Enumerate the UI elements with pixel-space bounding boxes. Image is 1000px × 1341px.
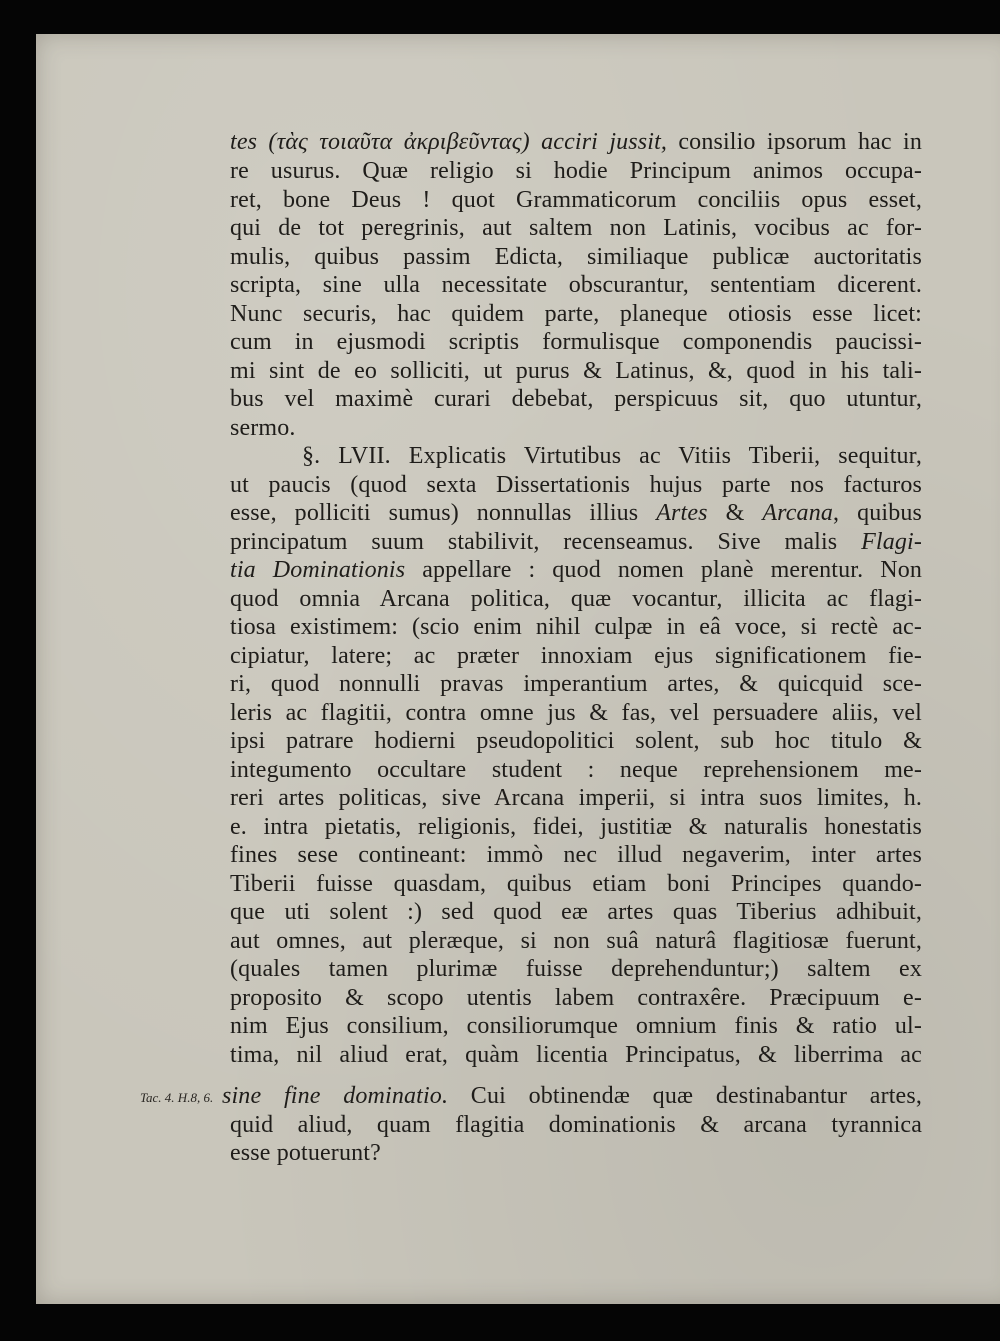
text-line: e. intra pietatis, religionis, fidei, justitiæ & naturalis honestatis bbox=[230, 814, 922, 840]
text-line: Nunc securis, hac quidem parte, planeque otiosis esse licet: bbox=[230, 301, 922, 327]
text-line: cipiatur, latere; ac præter innoxiam ejus significationem fie- bbox=[230, 643, 922, 669]
text-line: tiosa existimem: (scio enim nihil culpæ in eâ voce, si rectè ac- bbox=[230, 614, 922, 640]
text-line: leris ac flagitii, contra omne jus & fas, vel persuadere aliis, vel bbox=[230, 700, 922, 726]
text-line: (quales tamen plurimæ fuisse deprehenduntur;) saltem ex bbox=[230, 956, 922, 982]
text-line: integumento occultare student : neque reprehensionem me- bbox=[230, 757, 922, 783]
text-line: ut paucis (quod sexta Dissertationis hujus parte nos facturos bbox=[230, 472, 922, 498]
text-line: Tiberii fuisse quasdam, quibus etiam boni Principes quando- bbox=[230, 871, 922, 897]
text-line: ri, quod nonnulli pravas imperantium artes, & quicquid sce- bbox=[230, 671, 922, 697]
text-line: cum in ejusmodi scriptis formulisque componendis paucissi- bbox=[230, 329, 922, 355]
text-line: aut omnes, aut pleræque, si non suâ naturâ flagitiosæ fuerunt, bbox=[230, 928, 922, 954]
text-line: quod omnia Arcana politica, quæ vocantur, illicita ac flagi- bbox=[230, 586, 922, 612]
text-line: quid aliud, quam flagitia dominationis & arcana tyrannica bbox=[230, 1112, 922, 1138]
text-line: ipsi patrare hodierni pseudopolitici solent, sub hoc titulo & bbox=[230, 728, 922, 754]
text-line: bus vel maximè curari debebat, perspicuus sit, quo utuntur, bbox=[230, 386, 922, 412]
text-line: esse, polliciti sumus) nonnullas illius Artes & Arcana, quibus bbox=[230, 500, 923, 526]
text-line: fines sese contineant: immò nec illud negaverim, inter artes bbox=[230, 842, 922, 868]
text-line: scripta, sine ulla necessitate obscurantur, sententiam dicerent. bbox=[230, 272, 922, 298]
text-line: ret, bone Deus ! quot Grammaticorum conciliis opus esset, bbox=[230, 187, 922, 213]
text-line: nim Ejus consilium, consiliorumque omnium finis & ratio ul- bbox=[230, 1013, 922, 1039]
text-line: reri artes politicas, sive Arcana imperii, si intra suos limites, h. bbox=[230, 785, 922, 811]
text-line: principatum suum stabilivit, recenseamus. Sive malis Flagi- bbox=[230, 529, 922, 555]
section-heading-line: §. LVII. Explicatis Virtutibus ac Vitiis Tiberii, sequitur, bbox=[302, 443, 922, 469]
text-line: mulis, quibus passim Edicta, similiaque publicæ auctoritatis bbox=[230, 244, 922, 270]
margin-note: Tac. 4. H.8, 6. bbox=[140, 1090, 214, 1105]
text-line: tes (τὰς τοιαῦτα ἀκριβεῦντας) acciri jussit, consilio ipsorum hac in bbox=[230, 129, 922, 155]
text-line: que uti solent :) sed quod eæ artes quas Tiberius adhibuit, bbox=[230, 899, 922, 925]
text-line: re usurus. Quæ religio si hodie Principum animos occupa- bbox=[230, 158, 922, 184]
text-line: tia Dominationis appellare : quod nomen planè merentur. Non bbox=[230, 557, 923, 583]
text-line: esse potuerunt? bbox=[230, 1140, 381, 1166]
text-line: mi sint de eo solliciti, ut purus & Latinus, &, quod in his tali- bbox=[230, 358, 922, 384]
text-line: tima, nil aliud erat, quàm licentia Principatus, & liberrima ac bbox=[230, 1042, 922, 1068]
text-line: sermo. bbox=[230, 415, 296, 441]
text-line: proposito & scopo utentis labem contraxêre. Præcipuum e- bbox=[230, 985, 922, 1011]
text-line: sine fine dominatio. Cui obtinendæ quæ destinabantur artes, bbox=[222, 1083, 922, 1109]
text-line: qui de tot peregrinis, aut saltem non Latinis, vocibus ac for- bbox=[230, 215, 922, 241]
